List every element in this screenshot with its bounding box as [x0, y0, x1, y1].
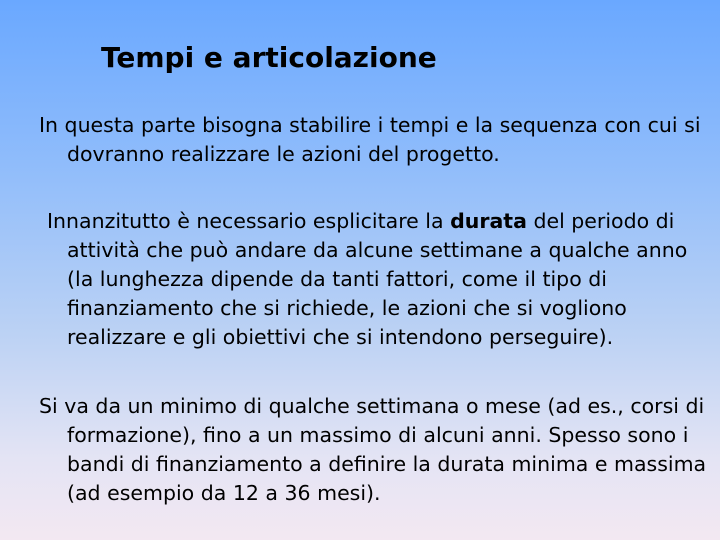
- paragraph-duration: [39, 207, 717, 352]
- paragraph-sequence: In questa parte bisogna stabilire i tempi e la sequenza con cui si dovranno realizzare le azioni del progetto.: [39, 113, 701, 166]
- paragraph-range: Si va da un minimo di qualche settimana o mese (ad es., corsi di formazione), fino a un massimo di alcuni anni. Spesso sono i bandi di finanziamento a definire la durata minima e massima (ad esempio da 12 a 36 mesi).: [39, 394, 707, 505]
- paragraph-duration-text-after: del periodo di attività che può andare da alcune settimane a qualche anno (la lunghezza dipende da tanti fattori, come il tipo di finanziamento che si richiede, le azioni che si vogliono realizzare e gli obiettivi che si intendono perseguire).: [67, 209, 688, 349]
- slide-title: Tempi e articolazione: [101, 41, 437, 74]
- duration-keyword: durata: [450, 209, 527, 233]
- paragraph-duration-text-before: Innanzitutto è necessario esplicitare la: [47, 209, 451, 233]
